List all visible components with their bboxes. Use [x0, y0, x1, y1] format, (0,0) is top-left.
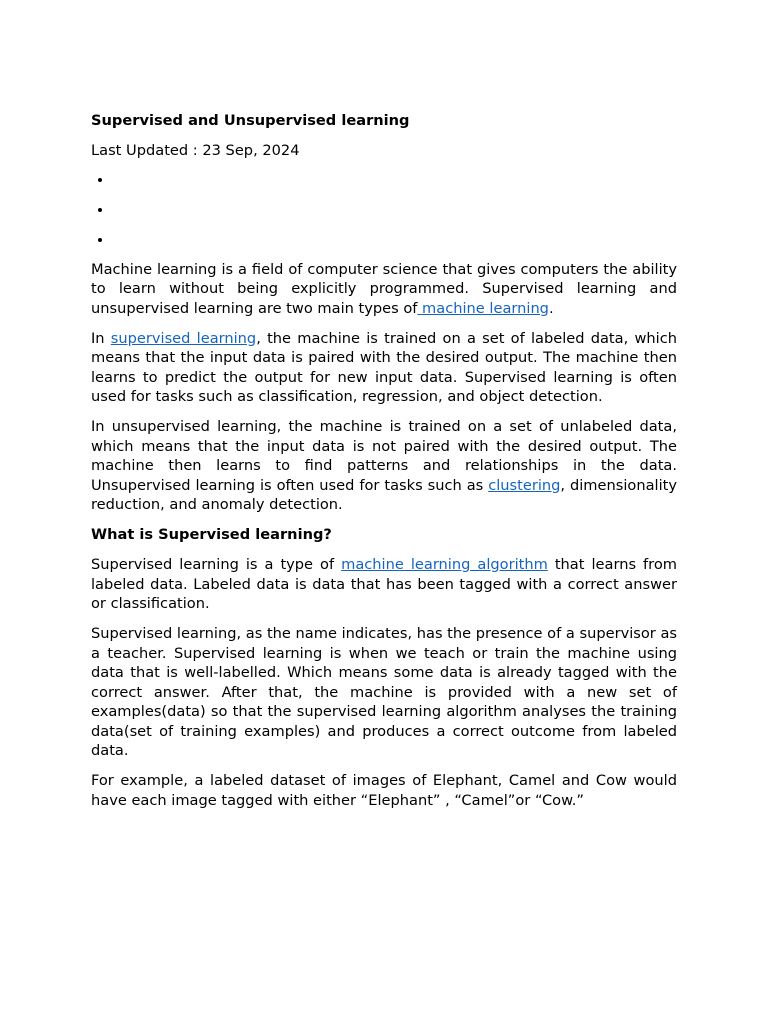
- clustering-link[interactable]: clustering: [488, 476, 561, 494]
- supervised-text-after: , the machine is trained on a set of labeled data, which means that the input data is paired with the desired output. The machine then learns to predict the output for new input data. Supervised learning is often used for tasks such as classification, regression, and object detection.: [91, 329, 677, 405]
- example-paragraph: For example, a labeled dataset of images of Elephant, Camel and Cow would have each image tagged with either “Elephant” , “Camel”or “Cow.”: [91, 772, 677, 809]
- list-item: [113, 200, 677, 220]
- article-title: Supervised and Unsupervised learning: [91, 112, 410, 129]
- unsupervised-text-after: , dimensionality reduction, and anomaly detection.: [91, 476, 677, 513]
- definition-text-before: Supervised learning is a type of: [91, 556, 342, 573]
- unsupervised-paragraph: [91, 417, 677, 515]
- supervised-paragraph: [91, 329, 677, 407]
- unsupervised-text-before: In unsupervised learning, the machine is trained on a set of unlabeled data, which means that the input data is not paired with the desired output. The machine then learns to find patterns and relationships in the data. Unsupervised learning is often used for tasks such as: [91, 418, 677, 494]
- machine-learning-link[interactable]: machine learning: [417, 299, 549, 317]
- definition-text-after: that learns from labeled data. Labeled data is data that has been tagged with a correct answer or classification.: [91, 556, 678, 612]
- section-heading: What is Supervised learning?: [91, 526, 332, 543]
- supervised-learning-link[interactable]: supervised learning: [110, 329, 257, 347]
- supervisor-paragraph: Supervised learning, as the name indicates, has the presence of a supervisor as a teacher. Supervised learning is when we teach or train the machine using data that is well-labelled. Which means some data is already tagged with the correct answer. After that, the machine is provided with a new set of examples(data) so that the supervised learning algorithm analyses the training data(set of training examples) and produces a correct outcome from labeled data.: [91, 625, 677, 759]
- list-item: [113, 230, 677, 250]
- machine-learning-algorithm-link[interactable]: machine learning algorithm: [341, 556, 548, 573]
- last-updated-date: Last Updated : 23 Sep, 2024: [91, 141, 300, 159]
- list-item: [113, 170, 677, 190]
- empty-bullet-list: [91, 170, 677, 250]
- supervised-text-before: In: [91, 329, 111, 347]
- definition-paragraph: [91, 555, 677, 614]
- intro-paragraph: [91, 260, 677, 319]
- intro-text-before: Machine learning is a field of computer science that gives computers the ability to learn without being explicitly programmed. Supervised learning and unsupervised learning are two main types of: [91, 260, 677, 317]
- intro-text-after: .: [548, 299, 554, 317]
